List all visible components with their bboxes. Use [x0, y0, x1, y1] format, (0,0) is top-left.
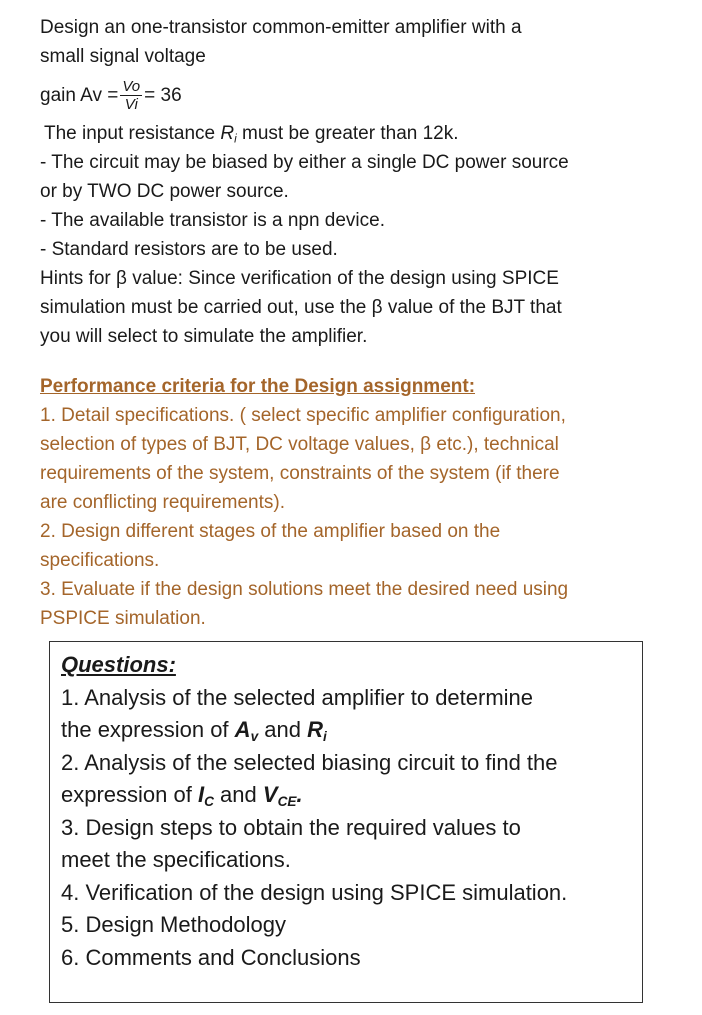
input-resistance-after: must be greater than 12k. [236, 123, 459, 144]
performance-line: specifications. [40, 550, 160, 571]
av-symbol: $A_v$ [234, 717, 259, 745]
problem-line: - The circuit may be biased by either a single DC power source [40, 152, 569, 173]
performance-line: 1. Detail specifications. ( select specific amplifier configuration, [40, 405, 566, 426]
performance-line: selection of types of BJT, DC voltage values, β etc.), technical [40, 434, 559, 455]
input-resistance-line [40, 119, 680, 148]
gain-fraction [120, 79, 142, 112]
problem-line: simulation must be carried out, use the β value of the BJT that [40, 297, 562, 318]
question-line: meet the specifications. [61, 847, 291, 872]
question-line: the expression of $A_v$ and $R_i$ [61, 717, 327, 745]
problem-line: Hints for β value: Since verification of the design using SPICE [40, 268, 559, 289]
gain-prefix: gain Av = [40, 84, 119, 106]
question-line: 1. Analysis of the selected amplifier to determine [61, 684, 534, 710]
question-line: 2. Analysis of the selected biasing circuit to find the [61, 749, 558, 775]
problem-line: you will select to simulate the amplifier. [40, 326, 368, 347]
input-resistance-subscript: i [234, 132, 237, 146]
question-line: expression of $I_C$ and $V_{CE}$. [61, 782, 303, 810]
questions-box [49, 641, 643, 1003]
question-line: 4. Verification of the design using SPICE simulation. [61, 879, 568, 905]
performance-line: 3. Evaluate if the design solutions meet the desired need using [40, 579, 569, 600]
problem-line: - The available transistor is a npn device. [40, 210, 385, 231]
performance-line: requirements of the system, constraints of the system (if there [40, 463, 560, 484]
questions-title: Questions: [61, 652, 176, 677]
problem-line: or by TWO DC power source. [40, 181, 289, 202]
question-line: 5. Design Methodology [61, 912, 287, 937]
gain-numerator: Vo [122, 77, 141, 95]
gain-suffix: = 36 [144, 84, 182, 106]
input-resistance-before: The input resistance [44, 123, 221, 144]
ic-symbol: $I_C$ [197, 782, 214, 810]
vce-symbol: $V_{CE}$ [262, 782, 297, 810]
performance-line: PSPICE simulation. [40, 608, 206, 629]
performance-title: Performance criteria for the Design assignment: [40, 376, 476, 397]
problem-line: small signal voltage [40, 46, 206, 67]
question-line: 3. Design steps to obtain the required values to [61, 814, 521, 840]
problem-line: Design an one-transistor common-emitter amplifier with a [40, 17, 522, 38]
questions-content [61, 649, 636, 974]
question-line: 6. Comments and Conclusions [61, 944, 361, 970]
performance-line: are conflicting requirements). [40, 492, 285, 513]
performance-criteria [40, 372, 680, 633]
gain-equation [40, 71, 680, 119]
gain-denominator: Vi [124, 95, 138, 113]
performance-line: 2. Design different stages of the amplifier based on the [40, 521, 501, 542]
input-resistance-symbol: R [220, 123, 235, 144]
problem-line: - Standard resistors are to be used. [40, 239, 338, 260]
ri-symbol: $R_i$ [307, 717, 327, 745]
problem-statement [40, 13, 680, 351]
